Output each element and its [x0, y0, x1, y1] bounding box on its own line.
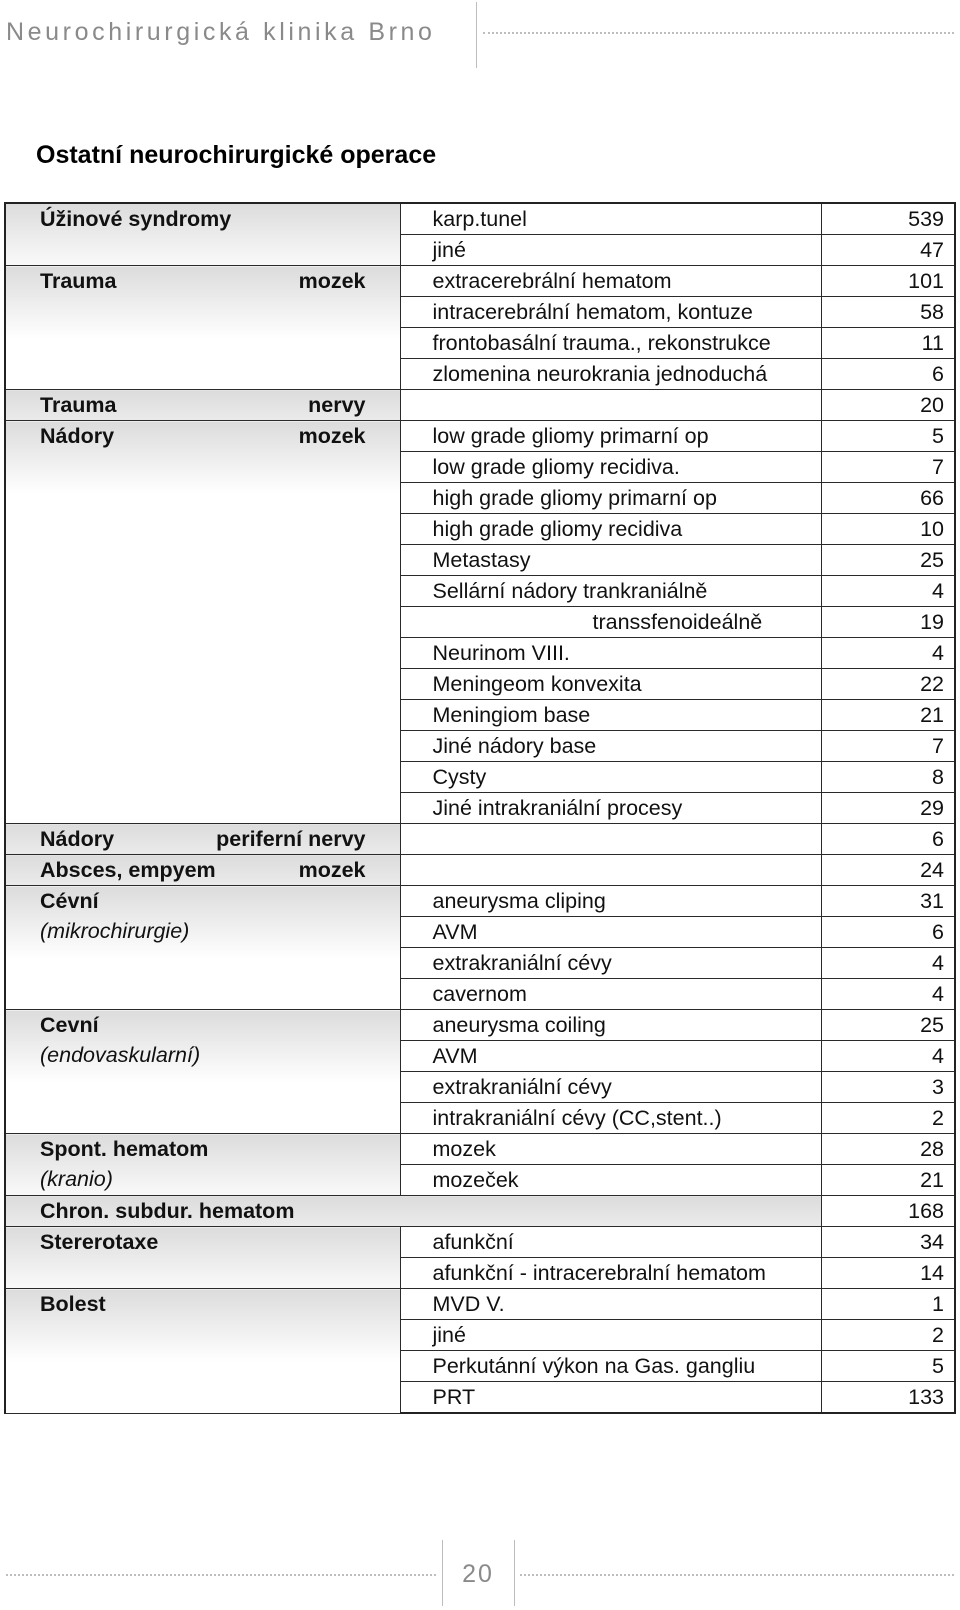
procedure-cell: mozek	[400, 1134, 821, 1165]
category-line	[40, 824, 366, 854]
procedure-cell: aneurysma cliping	[400, 886, 821, 917]
category-label: Trauma	[40, 269, 117, 293]
count-cell: 24	[821, 855, 955, 886]
count-cell: 5	[821, 421, 955, 452]
count-cell: 4	[821, 948, 955, 979]
category-label: Stererotaxe	[40, 1230, 159, 1254]
procedure-cell: high grade gliomy primarní op	[400, 483, 821, 514]
category-label: Spont. hematom	[40, 1137, 209, 1161]
table-row	[5, 390, 955, 421]
count-cell: 6	[821, 359, 955, 390]
count-cell: 58	[821, 297, 955, 328]
table-row	[5, 1134, 955, 1165]
count-cell: 20	[821, 390, 955, 421]
count-cell: 3	[821, 1072, 955, 1103]
count-cell: 4	[821, 638, 955, 669]
procedure-cell: high grade gliomy recidiva	[400, 514, 821, 545]
procedure-cell: extrakraniální cévy	[400, 1072, 821, 1103]
procedure-cell: Metastasy	[400, 545, 821, 576]
procedure-cell: intrakraniální cévy (CC,stent..)	[400, 1103, 821, 1134]
procedure-cell: aneurysma coiling	[400, 1010, 821, 1041]
procedure-cell: extrakraniální cévy	[400, 948, 821, 979]
count-cell: 25	[821, 1010, 955, 1041]
category-line	[40, 204, 366, 234]
procedure-cell: jiné	[400, 1320, 821, 1351]
category-cell	[5, 421, 400, 824]
table-row	[5, 855, 955, 886]
category-note: (kranio)	[40, 1167, 113, 1191]
count-cell: 19	[821, 607, 955, 638]
category-cell	[5, 390, 400, 421]
page-header	[0, 0, 960, 70]
category-cell	[5, 855, 400, 886]
table-row	[5, 886, 955, 917]
table-row	[5, 421, 955, 452]
procedure-cell: karp.tunel	[400, 203, 821, 235]
category-label: Nádory	[40, 827, 115, 851]
count-cell: 6	[821, 917, 955, 948]
footer-divider-right	[514, 1540, 515, 1606]
procedure-cell: intracerebrální hematom, kontuze	[400, 297, 821, 328]
category-cell	[5, 1289, 400, 1414]
procedure-cell: AVM	[400, 917, 821, 948]
clinic-name: Neurochirurgická klinika Brno	[6, 18, 436, 46]
header-dotted-line	[483, 32, 954, 34]
category-label: Bolest	[40, 1292, 106, 1316]
category-label: Cévní	[40, 889, 99, 913]
category-note: (mikrochirurgie)	[40, 919, 190, 943]
count-cell: 47	[821, 235, 955, 266]
count-cell: 6	[821, 824, 955, 855]
procedure-cell: cavernom	[400, 979, 821, 1010]
count-cell: 28	[821, 1134, 955, 1165]
table-row	[5, 266, 955, 297]
procedure-cell: zlomenina neurokrania jednoduchá	[400, 359, 821, 390]
category-line	[40, 266, 366, 296]
category-cell	[5, 886, 400, 1010]
category-line	[40, 886, 366, 916]
count-cell: 7	[821, 452, 955, 483]
category-cell	[5, 1196, 821, 1227]
table-row	[5, 1289, 955, 1320]
count-cell: 2	[821, 1103, 955, 1134]
procedure-cell: mozeček	[400, 1165, 821, 1196]
table-row	[5, 1196, 955, 1227]
procedure-cell: Neurinom VIII.	[400, 638, 821, 669]
count-cell: 539	[821, 203, 955, 235]
table-row	[5, 203, 955, 235]
category-line	[40, 390, 366, 420]
category-sublabel: mozek	[298, 269, 366, 293]
procedure-cell: Meningiom base	[400, 700, 821, 731]
category-cell	[5, 1227, 400, 1289]
category-label: Cevní	[40, 1013, 99, 1037]
operations-table	[4, 202, 956, 1414]
section-title: Ostatní neurochirurgické operace	[36, 141, 437, 169]
procedure-cell: jiné	[400, 235, 821, 266]
procedure-cell	[400, 390, 821, 421]
procedure-cell: AVM	[400, 1041, 821, 1072]
procedure-cell: extracerebrální hematom	[400, 266, 821, 297]
category-line	[40, 1010, 366, 1040]
operations-table-body	[5, 203, 955, 1413]
table-row	[5, 824, 955, 855]
count-cell: 4	[821, 979, 955, 1010]
category-line	[40, 1227, 366, 1257]
procedure-cell: MVD V.	[400, 1289, 821, 1320]
category-note: (endovaskularní)	[40, 1043, 201, 1067]
procedure-cell: Perkutánní výkon na Gas. gangliu	[400, 1351, 821, 1382]
footer-dotted-line-right	[520, 1574, 954, 1576]
count-cell: 2	[821, 1320, 955, 1351]
procedure-cell: low grade gliomy primarní op	[400, 421, 821, 452]
category-label: Trauma	[40, 393, 117, 417]
procedure-cell: Sellární nádory trankraniálně	[400, 576, 821, 607]
header-divider	[476, 2, 477, 68]
count-cell: 5	[821, 1351, 955, 1382]
category-line	[40, 855, 366, 885]
category-cell	[5, 203, 400, 266]
count-cell: 10	[821, 514, 955, 545]
count-cell: 1	[821, 1289, 955, 1320]
count-cell: 168	[821, 1196, 955, 1227]
count-cell: 21	[821, 1165, 955, 1196]
category-line	[40, 1196, 787, 1226]
procedure-cell: Jiné nádory base	[400, 731, 821, 762]
count-cell: 25	[821, 545, 955, 576]
count-cell: 21	[821, 700, 955, 731]
count-cell: 4	[821, 1041, 955, 1072]
category-line	[40, 1289, 366, 1319]
category-line	[40, 1134, 366, 1164]
procedure-cell: Cysty	[400, 762, 821, 793]
category-cell	[5, 824, 400, 855]
procedure-cell: low grade gliomy recidiva.	[400, 452, 821, 483]
count-cell: 34	[821, 1227, 955, 1258]
procedure-cell: transsfenoideálně	[400, 607, 821, 638]
page-number: 20	[462, 1560, 494, 1588]
table-row	[5, 1010, 955, 1041]
category-label: Nádory	[40, 424, 115, 448]
category-sublabel: periferní nervy	[216, 827, 366, 851]
procedure-cell: PRT	[400, 1382, 821, 1414]
count-cell: 14	[821, 1258, 955, 1289]
count-cell: 66	[821, 483, 955, 514]
footer-dotted-line-left	[6, 1574, 436, 1576]
count-cell: 8	[821, 762, 955, 793]
category-cell	[5, 266, 400, 390]
count-cell: 31	[821, 886, 955, 917]
category-label: Absces, empyem	[40, 858, 216, 882]
procedure-cell	[400, 855, 821, 886]
count-cell: 11	[821, 328, 955, 359]
count-cell: 7	[821, 731, 955, 762]
category-label: Chron. subdur. hematom	[40, 1199, 295, 1223]
category-cell	[5, 1010, 400, 1134]
count-cell: 101	[821, 266, 955, 297]
procedure-cell: Meningeom konvexita	[400, 669, 821, 700]
procedure-cell	[400, 824, 821, 855]
count-cell: 29	[821, 793, 955, 824]
category-sublabel: mozek	[298, 424, 366, 448]
count-cell: 4	[821, 576, 955, 607]
count-cell: 133	[821, 1382, 955, 1414]
procedure-cell: frontobasální trauma., rekonstrukce	[400, 328, 821, 359]
category-label: Úžinové syndromy	[40, 207, 232, 231]
procedure-cell: afunkční - intracerebralní hematom	[400, 1258, 821, 1289]
category-sublabel: nervy	[308, 393, 366, 417]
count-cell: 22	[821, 669, 955, 700]
category-sublabel: mozek	[298, 858, 366, 882]
procedure-cell: afunkční	[400, 1227, 821, 1258]
category-cell	[5, 1134, 400, 1196]
category-line	[40, 421, 366, 451]
procedure-cell: Jiné intrakraniální procesy	[400, 793, 821, 824]
table-row	[5, 1227, 955, 1258]
